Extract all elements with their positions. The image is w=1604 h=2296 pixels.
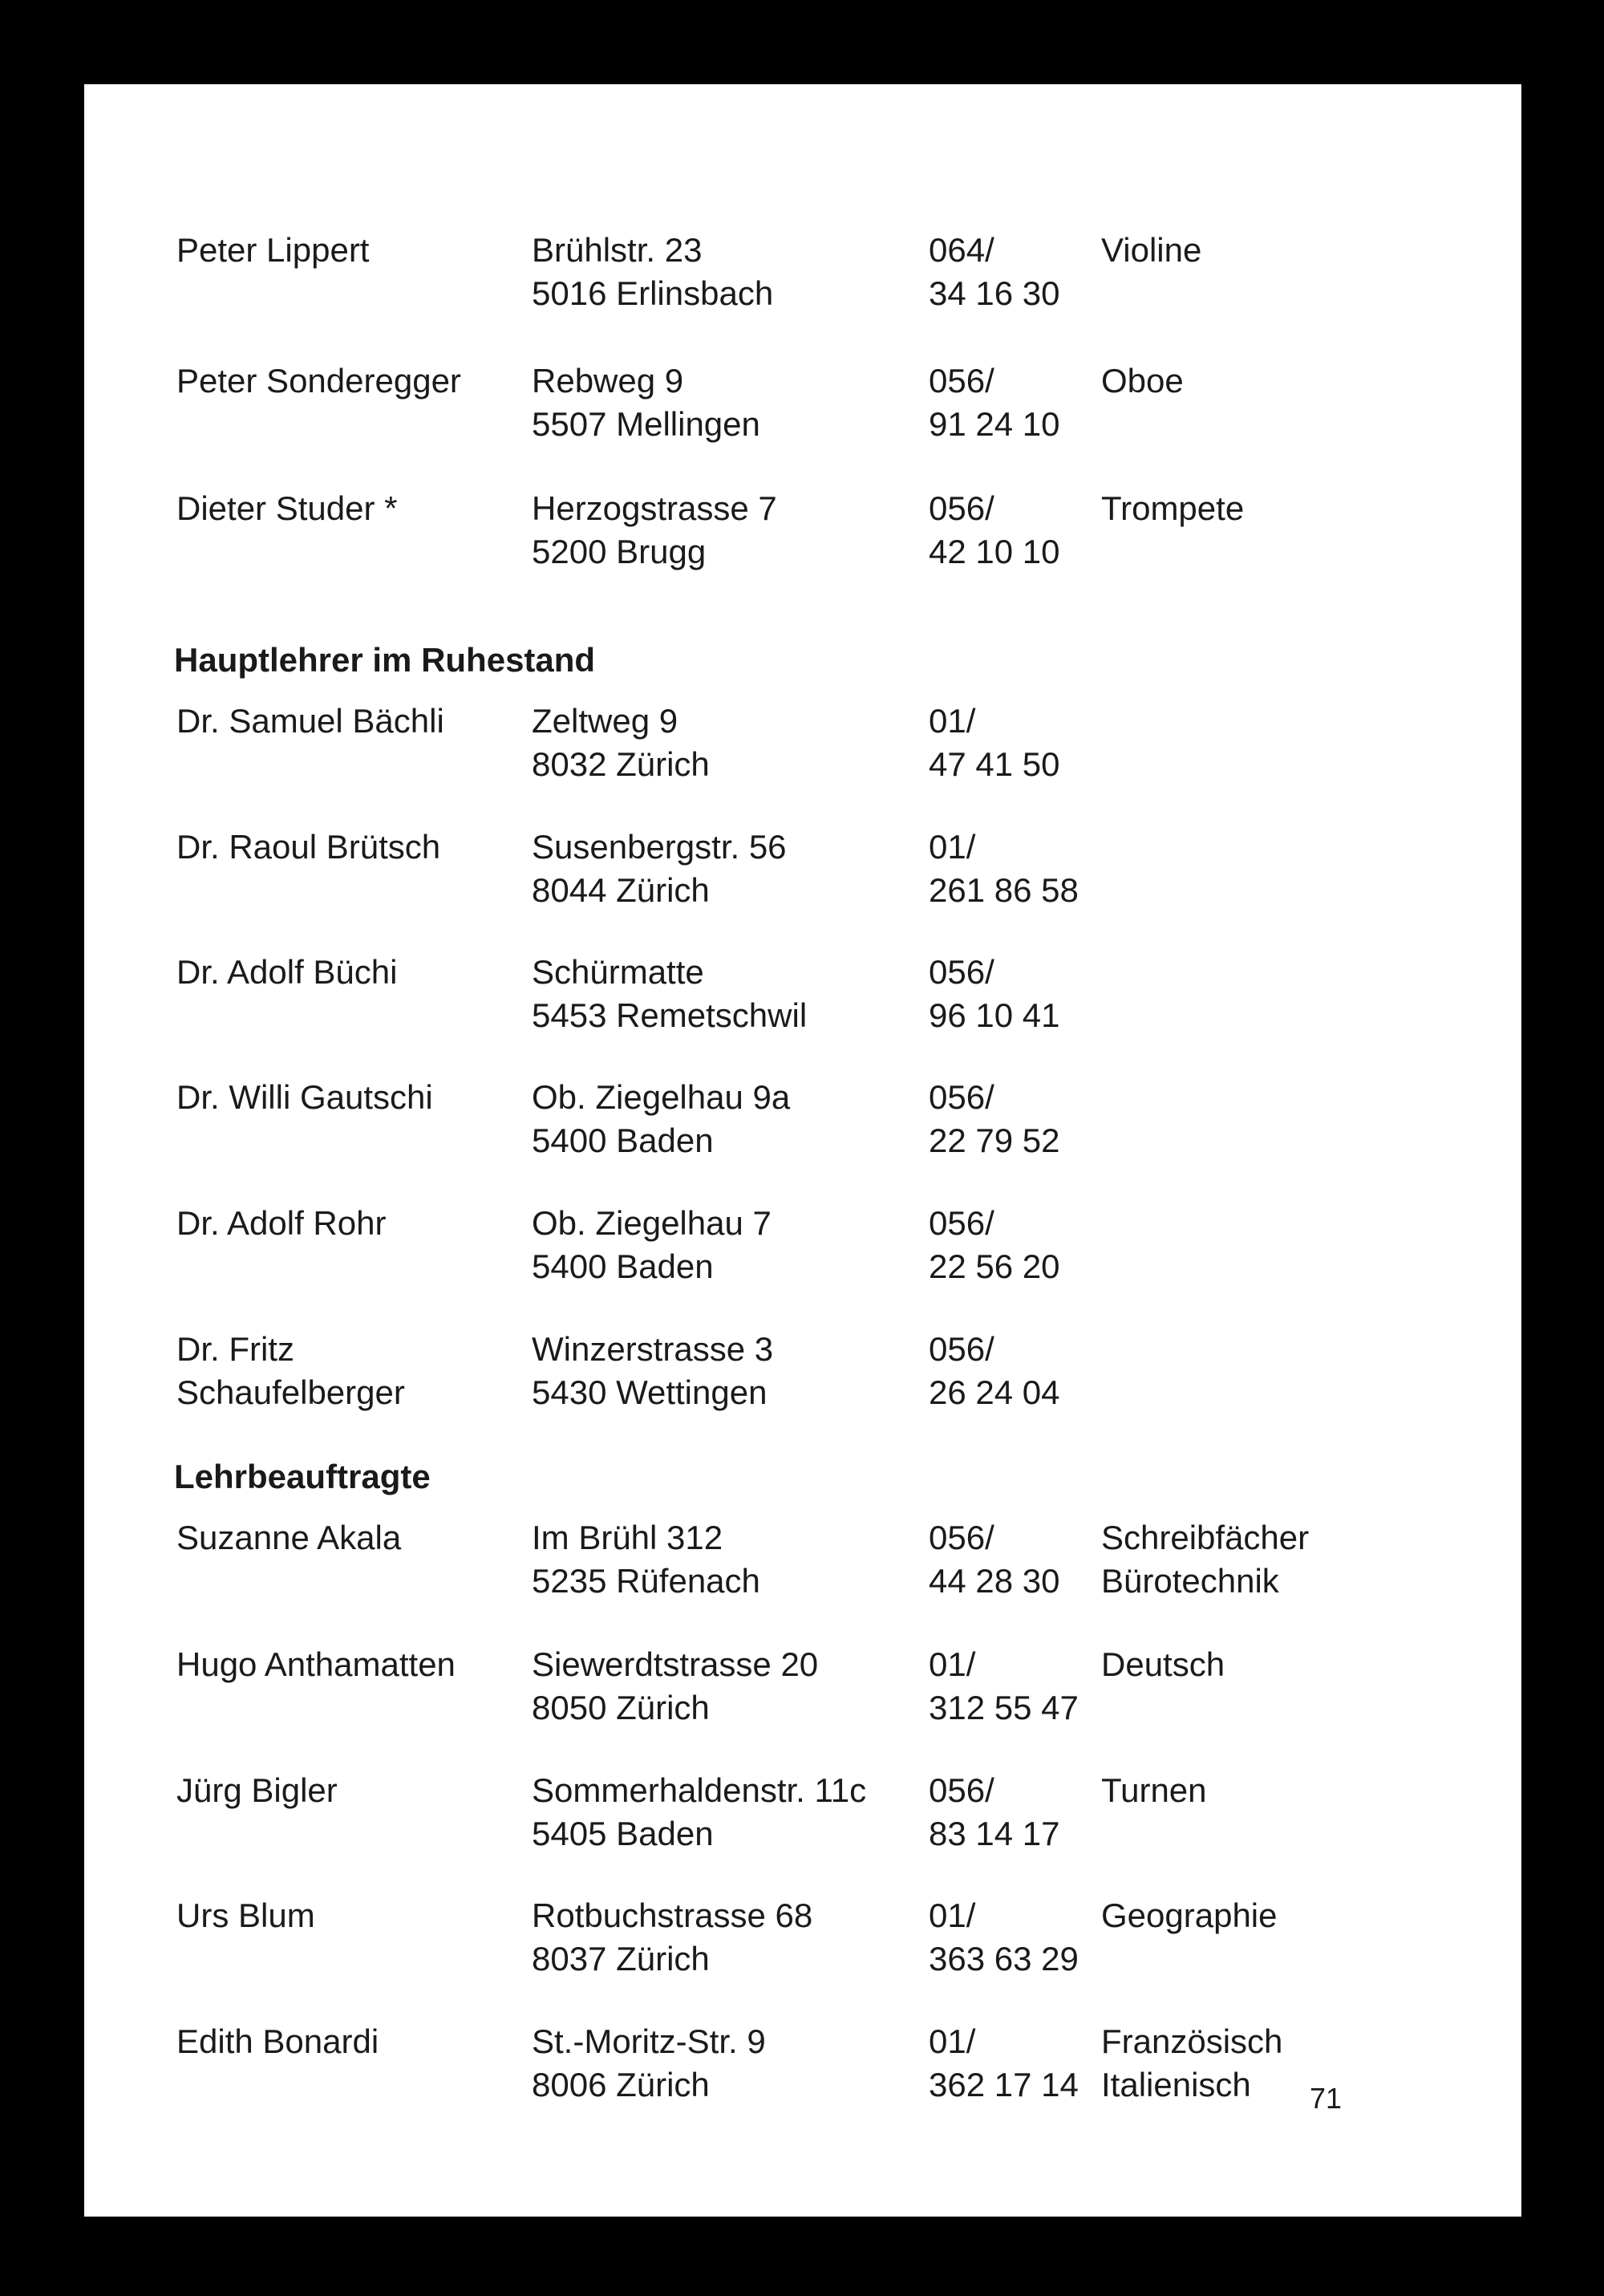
entry-address-line: 8050 Zürich <box>532 1689 710 1726</box>
entry-phone <box>929 487 1060 574</box>
entry-subject-line: Turnen <box>1101 1771 1207 1809</box>
directory-entry <box>84 1643 1521 1739</box>
entry-address-line: Im Brühl 312 <box>532 1519 723 1556</box>
entry-address <box>532 1769 866 1856</box>
entry-name <box>176 700 444 743</box>
page-number: 71 <box>1310 2082 1343 2115</box>
entry-address-line: Susenbergstr. 56 <box>532 828 787 866</box>
entry-phone <box>929 951 1060 1037</box>
directory-entry <box>84 951 1521 1047</box>
entry-phone-line: 056/ <box>929 1204 994 1242</box>
entry-phone-line: 056/ <box>929 362 994 400</box>
entry-subject <box>1101 229 1201 272</box>
entry-phone <box>929 1769 1060 1856</box>
entry-subject <box>1101 2020 1282 2107</box>
entry-phone <box>929 1202 1060 1288</box>
entry-name <box>176 1076 433 1119</box>
entry-phone <box>929 359 1060 446</box>
entry-address <box>532 1643 818 1730</box>
entry-name <box>176 2020 379 2063</box>
entry-address-line: Schürmatte <box>532 953 704 991</box>
directory-entry <box>84 229 1521 325</box>
directory-entry <box>84 487 1521 583</box>
directory-entry <box>84 1328 1521 1424</box>
entry-address-line: 5235 Rüfenach <box>532 1562 760 1600</box>
entry-name <box>176 487 397 530</box>
entry-subject-line: Deutsch <box>1101 1645 1225 1683</box>
entry-address <box>532 359 760 446</box>
entry-subject-line: Französisch <box>1101 2022 1283 2060</box>
entry-phone-line: 261 86 58 <box>929 871 1079 909</box>
entry-name-line: Urs Blum <box>176 1896 315 1934</box>
entry-phone <box>929 1328 1060 1414</box>
entry-name-line: Dr. Samuel Bächli <box>176 702 444 740</box>
entry-phone <box>929 700 1060 786</box>
directory-entry <box>84 359 1521 456</box>
entry-address-line: Zeltweg 9 <box>532 702 678 740</box>
entry-phone-line: 01/ <box>929 1896 976 1934</box>
entry-address-line: 5200 Brugg <box>532 533 707 570</box>
entry-address-line: Rebweg 9 <box>532 362 684 400</box>
entry-phone-line: 056/ <box>929 1078 994 1116</box>
entry-phone-line: 01/ <box>929 702 976 740</box>
directory-entry <box>84 1076 1521 1172</box>
entry-name-line: Dr. Adolf Rohr <box>176 1204 387 1242</box>
entry-subject-line: Violine <box>1101 231 1202 269</box>
entry-subject-line: Schreibfächer <box>1101 1519 1310 1556</box>
entry-phone-line: 91 24 10 <box>929 405 1060 443</box>
entry-name-line: Dr. Raoul Brütsch <box>176 828 441 866</box>
entry-address <box>532 1894 812 1981</box>
entry-name <box>176 1769 338 1812</box>
entry-phone <box>929 1516 1060 1603</box>
entry-phone-line: 44 28 30 <box>929 1562 1060 1600</box>
entry-subject <box>1101 1643 1225 1686</box>
entry-address <box>532 229 773 315</box>
entry-name <box>176 359 461 403</box>
entry-name <box>176 1894 315 1937</box>
entry-phone-line: 01/ <box>929 828 976 866</box>
directory-entry <box>84 1769 1521 1865</box>
directory-entry <box>84 1516 1521 1612</box>
directory-entry <box>84 826 1521 922</box>
entry-phone <box>929 1894 1079 1981</box>
entry-address-line: 8032 Zürich <box>532 745 710 783</box>
section-heading: Hauptlehrer im Ruhestand <box>174 641 596 679</box>
entry-phone-line: 22 79 52 <box>929 1122 1060 1159</box>
staff-directory <box>84 84 1521 2217</box>
entry-address-line: Ob. Ziegelhau 7 <box>532 1204 772 1242</box>
entry-address-line: St.-Moritz-Str. 9 <box>532 2022 766 2060</box>
directory-entry <box>84 700 1521 796</box>
entry-phone-line: 83 14 17 <box>929 1815 1060 1852</box>
entry-subject <box>1101 359 1184 403</box>
entry-name-line: Dr. Adolf Büchi <box>176 953 398 991</box>
entry-name-line: Dr. Willi Gautschi <box>176 1078 433 1116</box>
entry-address <box>532 700 710 786</box>
entry-name <box>176 1516 401 1560</box>
entry-subject-line: Bürotechnik <box>1101 1562 1279 1600</box>
entry-address-line: 5400 Baden <box>532 1122 714 1159</box>
entry-subject-line: Geographie <box>1101 1896 1278 1934</box>
entry-phone-line: 01/ <box>929 2022 976 2060</box>
entry-subject <box>1101 1516 1309 1603</box>
entry-name-line: Peter Lippert <box>176 231 370 269</box>
entry-address <box>532 1516 760 1603</box>
entry-subject-line: Oboe <box>1101 362 1184 400</box>
section-heading: Lehrbeauftragte <box>174 1458 431 1495</box>
entry-address-line: 8006 Zürich <box>532 2066 710 2103</box>
entry-phone-line: 056/ <box>929 489 994 527</box>
entry-subject-line: Italienisch <box>1101 2066 1251 2103</box>
entry-phone <box>929 1643 1079 1730</box>
entry-phone <box>929 1076 1060 1162</box>
entry-address-line: Winzerstrasse 3 <box>532 1330 774 1368</box>
entry-name-line: Suzanne Akala <box>176 1519 402 1556</box>
entry-address-line: Ob. Ziegelhau 9a <box>532 1078 791 1116</box>
directory-entry <box>84 1202 1521 1298</box>
entry-address-line: 8037 Zürich <box>532 1940 710 1978</box>
entry-name-line: Jürg Bigler <box>176 1771 338 1809</box>
entry-address-line: Herzogstrasse 7 <box>532 489 777 527</box>
entry-address <box>532 826 787 912</box>
entry-name-line: Schaufelberger <box>176 1373 405 1411</box>
entry-name-line: Dr. Fritz <box>176 1330 294 1368</box>
entry-phone-line: 056/ <box>929 1771 994 1809</box>
entry-phone-line: 34 16 30 <box>929 274 1060 312</box>
entry-phone-line: 26 24 04 <box>929 1373 1060 1411</box>
entry-phone-line: 22 56 20 <box>929 1247 1060 1285</box>
directory-entry <box>84 1894 1521 1990</box>
entry-name <box>176 1202 386 1245</box>
entry-address <box>532 2020 766 2107</box>
entry-name-line: Dieter Studer * <box>176 489 398 527</box>
entry-phone <box>929 826 1079 912</box>
entry-phone-line: 056/ <box>929 1330 994 1368</box>
entry-address <box>532 1202 772 1288</box>
entry-name-line: Peter Sonderegger <box>176 362 461 400</box>
entry-phone <box>929 2020 1079 2107</box>
entry-address <box>532 1076 790 1162</box>
entry-phone-line: 47 41 50 <box>929 745 1060 783</box>
entry-name-line: Hugo Anthamatten <box>176 1645 456 1683</box>
entry-address-line: Siewerdtstrasse 20 <box>532 1645 819 1683</box>
entry-address-line: 8044 Zürich <box>532 871 710 909</box>
entry-phone-line: 312 55 47 <box>929 1689 1079 1726</box>
entry-name <box>176 1328 405 1414</box>
entry-address <box>532 951 807 1037</box>
entry-name <box>176 951 397 994</box>
entry-phone-line: 056/ <box>929 1519 994 1556</box>
entry-address <box>532 1328 773 1414</box>
entry-address-line: 5016 Erlinsbach <box>532 274 774 312</box>
entry-phone-line: 362 17 14 <box>929 2066 1079 2103</box>
entry-name <box>176 1643 456 1686</box>
entry-subject <box>1101 1894 1278 1937</box>
entry-name-line: Edith Bonardi <box>176 2022 379 2060</box>
document-page <box>84 84 1521 2217</box>
entry-name <box>176 826 440 869</box>
entry-subject <box>1101 1769 1207 1812</box>
directory-entry <box>84 2020 1521 2116</box>
entry-address <box>532 487 777 574</box>
entry-address-line: 5507 Mellingen <box>532 405 760 443</box>
entry-address-line: 5430 Wettingen <box>532 1373 768 1411</box>
entry-phone <box>929 229 1060 315</box>
entry-subject-line: Trompete <box>1101 489 1245 527</box>
entry-name <box>176 229 369 272</box>
entry-phone-line: 96 10 41 <box>929 996 1060 1034</box>
entry-address-line: 5453 Remetschwil <box>532 996 808 1034</box>
entry-phone-line: 363 63 29 <box>929 1940 1079 1978</box>
entry-address-line: Rotbuchstrasse 68 <box>532 1896 813 1934</box>
entry-phone-line: 42 10 10 <box>929 533 1060 570</box>
entry-address-line: 5405 Baden <box>532 1815 714 1852</box>
entry-phone-line: 056/ <box>929 953 994 991</box>
entry-address-line: Sommerhaldenstr. 11c <box>532 1771 867 1809</box>
entry-phone-line: 01/ <box>929 1645 976 1683</box>
entry-address-line: Brühlstr. 23 <box>532 231 703 269</box>
entry-phone-line: 064/ <box>929 231 994 269</box>
entry-subject <box>1101 487 1244 530</box>
entry-address-line: 5400 Baden <box>532 1247 714 1285</box>
